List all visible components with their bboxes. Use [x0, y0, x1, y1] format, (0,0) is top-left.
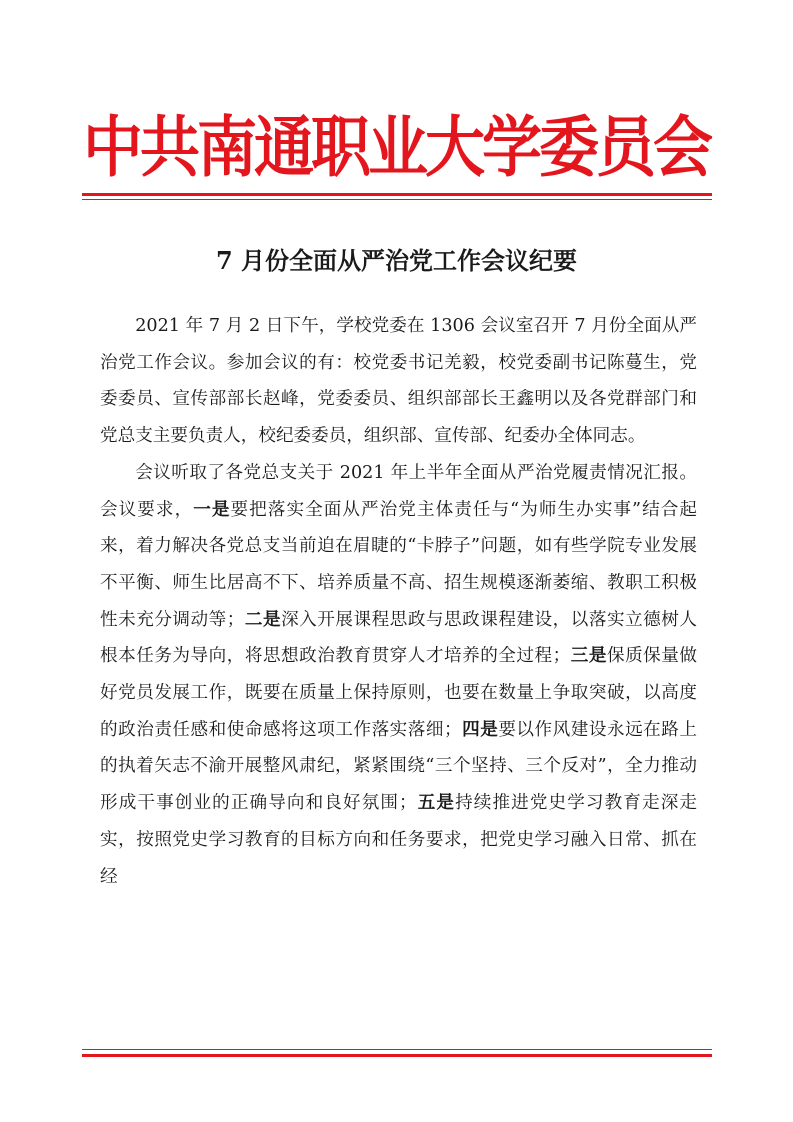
item-label-4: 四是 — [461, 718, 499, 740]
item-label-2: 二是 — [244, 608, 282, 630]
item-label-1: 一是 — [193, 498, 231, 520]
item-text-1: 要把落实全面从严治党主体责任与“为师生办实事”结合起来，着力解决各党总支当前迫在眉睫的“卡脖子”问题，如有些学院专业发展不平衡、师生比居高不下、培养质量不高、招生规模逐渐萎缩、教职工积极性未充分调动等； — [100, 499, 697, 630]
item-label-3: 三是 — [570, 645, 607, 667]
paragraph-requirements — [100, 455, 697, 895]
item-text-4: 要以作风建设永远在路上的执着矢志不渝开展整风肃纪，紧紧围绕“三个坚持、三个反对”，全力推动形成干事创业的正确导向和良好氛围； — [100, 719, 697, 814]
header-divider-thin — [82, 199, 712, 200]
item-text-5: 持续推进党史学习教育走深走实，按照党史学习教育的目标方向和任务要求，把党史学习融入日常、抓在经 — [100, 793, 697, 887]
item-label-5: 五是 — [416, 792, 456, 814]
requirements-intro: 会议听取了各党总支关于 2021 年上半年全面从严治党履责情况汇报。会议要求， — [100, 462, 697, 520]
header-divider-thick — [82, 193, 712, 196]
document-body — [100, 308, 697, 895]
document-title: 7 月份全面从严治党工作会议纪要 — [215, 246, 578, 275]
paragraph-attendance: 2021 年 7 月 2 日下午，学校党委在 1306 会议室召开 7 月份全面从严治党工作会议。参加会议的有：校党委书记羌毅，校党委副书记陈蔓生，党委委员、宣传部部长赵峰，党委委员、组织部部长王鑫明以及各党群部门和党总支主要负责人，校纪委委员，组织部、宣传部、纪委办全体同志。 — [100, 316, 697, 447]
item-text-3: 保质保量做好党员发展工作，既要在质量上保持原则，也要在数量上争取突破，以高度的政治责任感和使命感将这项工作落实落细； — [100, 646, 697, 740]
item-text-2: 深入开展课程思政与思政课程建设，以落实立德树人根本任务为导向，将思想政治教育贯穿人才培养的全过程； — [100, 609, 697, 667]
footer-divider-thin — [82, 1049, 712, 1050]
footer-divider-thick — [82, 1054, 712, 1057]
org-header-title: 中共南通职业大学委员会 — [83, 109, 710, 187]
